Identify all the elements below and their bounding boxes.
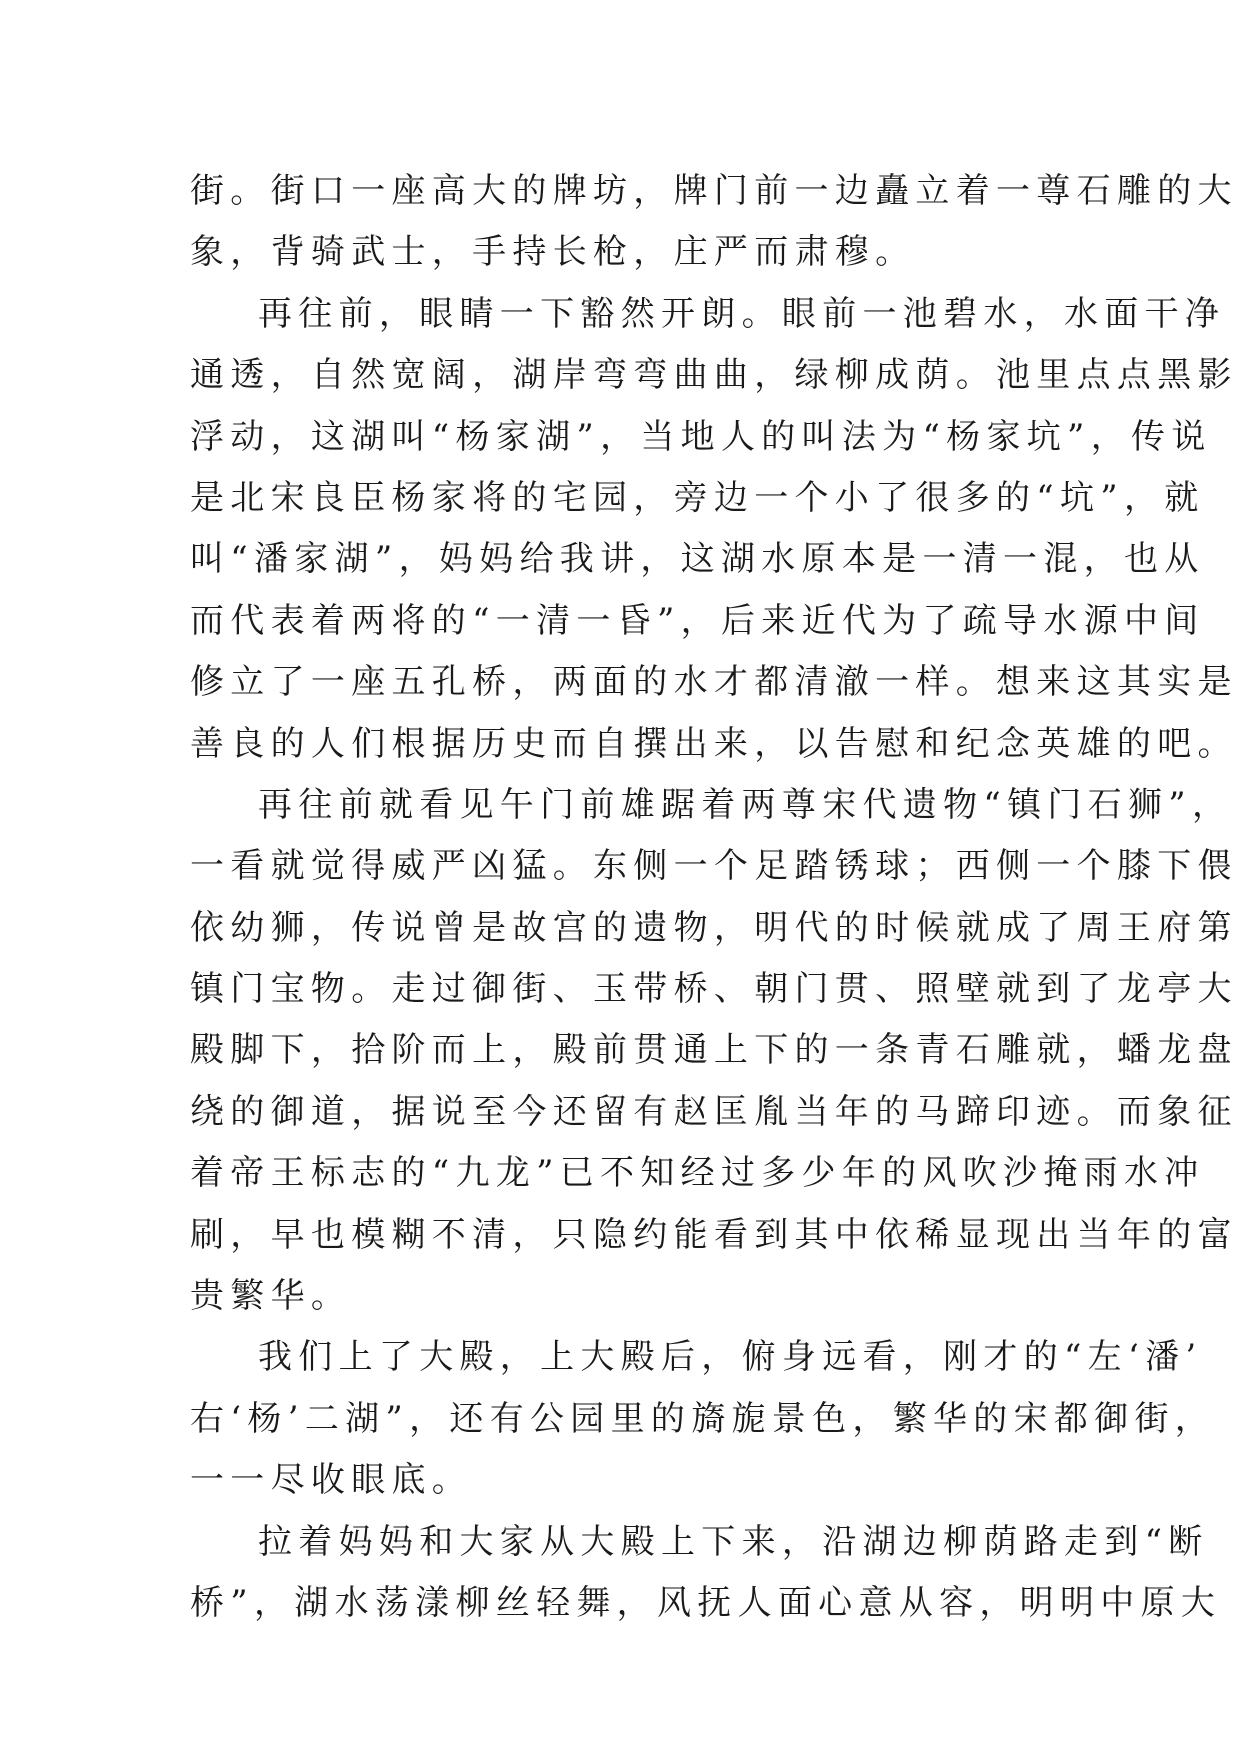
- text-line: 桥”，湖水荡漾柳丝轻舞，风抚人面心意从容，明明中原大: [190, 1582, 1222, 1623]
- text-line: 刷，早也模糊不清，只隐约能看到其中依稀显现出当年的富: [190, 1214, 1238, 1255]
- text-line: 镇门宝物。走过御街、玉带桥、朝门贯、照壁就到了龙亭大: [190, 969, 1238, 1010]
- text-line: 是北宋良臣杨家将的宅园，旁边一个小了很多的“坑”，就: [190, 477, 1205, 518]
- text-line: 拉着妈妈和大家从大殿上下来，沿湖边柳荫路走到“断: [258, 1521, 1209, 1562]
- text-line: 依幼狮，传说曾是故宫的遗物，明代的时候就成了周王府第: [190, 907, 1238, 948]
- text-line: 我们上了大殿，上大殿后，俯身远看，刚才的“左‘潘’: [258, 1337, 1203, 1378]
- text-line: 叫“潘家湖”，妈妈给我讲，这湖水原本是一清一混，也从: [190, 539, 1205, 580]
- text-line: 通透，自然宽阔，湖岸弯弯曲曲，绿柳成荫。池里点点黑影: [190, 355, 1238, 396]
- text-line: 一一尽收眼底。: [190, 1460, 473, 1501]
- text-line: 再往前，眼睛一下豁然开朗。眼前一池碧水，水面干净: [258, 293, 1226, 334]
- body-text: [190, 161, 1238, 1634]
- text-line: 修立了一座五孔桥，两面的水才都清澈一样。想来这其实是: [190, 662, 1238, 703]
- text-line: 象，背骑武士，手持长枪，庄严而肃穆。: [190, 232, 916, 273]
- text-line: 贵繁华。: [190, 1276, 352, 1317]
- text-line: 着帝王标志的“九龙”已不知经过多少年的风吹沙掩雨水冲: [190, 1153, 1205, 1194]
- text-line: 殿脚下，拾阶而上，殿前贯通上下的一条青石雕就，蟠龙盘: [190, 1030, 1238, 1071]
- text-line: 绕的御道，据说至今还留有赵匡胤当年的马蹄印迹。而象征: [190, 1091, 1238, 1132]
- text-line: 再往前就看见午门前雄踞着两尊宋代遗物“镇门石狮”，: [258, 784, 1233, 825]
- text-line: 浮动，这湖叫“杨家湖”，当地人的叫法为“杨家坑”，传说: [190, 416, 1212, 457]
- text-line: 善良的人们根据历史而自撰出来，以告慰和纪念英雄的吧。: [190, 723, 1238, 764]
- text-line: 右‘杨’二湖”，还有公园里的旖旎景色，繁华的宋都御街，: [190, 1398, 1216, 1439]
- text-line: 而代表着两将的“一清一昏”，后来近代为了疏导水源中间: [190, 600, 1205, 641]
- text-line: 街。街口一座高大的牌坊，牌门前一边矗立着一尊石雕的大: [190, 171, 1238, 211]
- text-line: 一看就觉得威严凶猛。东侧一个足踏锈球；西侧一个膝下偎: [190, 846, 1238, 887]
